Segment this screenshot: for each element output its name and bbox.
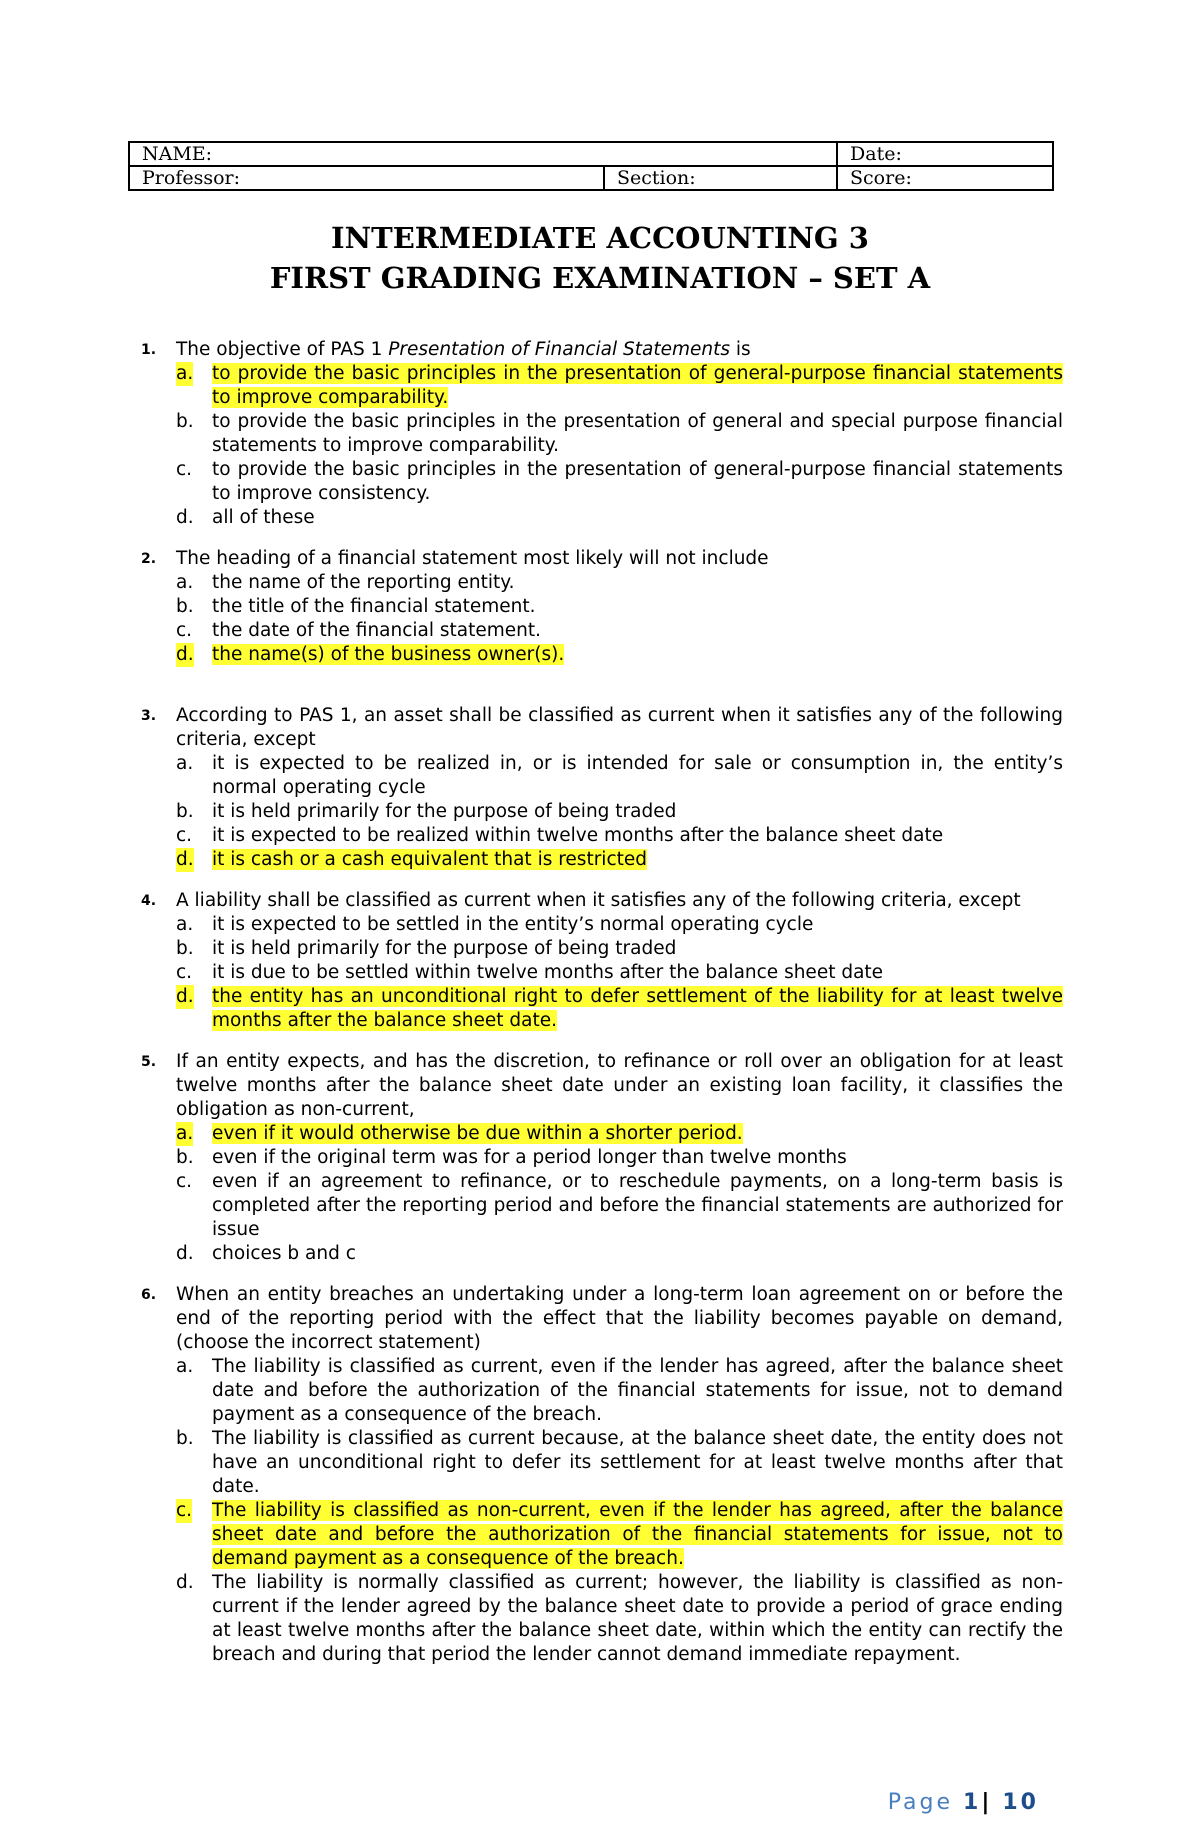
question-item [141, 338, 1063, 530]
answer-option[interactable] [176, 961, 1063, 985]
option-letter: a. [176, 363, 194, 384]
option-text: even if the original term was for a period longer than twelve months [212, 1147, 847, 1168]
answer-option[interactable] [176, 595, 1063, 619]
option-text: to provide the basic principles in the presentation of general-purpose financial statements to improve comparability. [212, 363, 1063, 408]
date-label: Date: [850, 143, 902, 165]
option-letter: b. [176, 1147, 194, 1168]
question-stem: If an entity expects, and has the discretion, to refinance or roll over an obligation for at least twelve months after the balance sheet date under an existing loan facility, it classifies the obligation as non-current, [176, 1051, 1063, 1120]
option-letter: a. [176, 753, 194, 774]
option-text: it is held primarily for the purpose of being traded [212, 801, 677, 822]
answer-option[interactable] [176, 1122, 1063, 1146]
student-info-table [128, 141, 1054, 191]
question-item [141, 1050, 1063, 1266]
option-letter: c. [176, 825, 193, 846]
option-text: it is expected to be realized in, or is intended for sale or consumption in, the entity’s normal operating cycle [212, 753, 1063, 798]
option-text: the title of the financial statement. [212, 596, 536, 617]
score-field[interactable] [837, 166, 1053, 190]
option-letter: b. [176, 1428, 194, 1449]
question-item [141, 889, 1063, 1033]
question-stem [176, 338, 1063, 362]
current-page-number: 1 [963, 1790, 982, 1815]
option-text: it is expected to be settled in the entity’s normal operating cycle [212, 914, 814, 935]
question-item [141, 704, 1063, 872]
page-separator: | [981, 1790, 993, 1815]
option-letter: a. [176, 914, 194, 935]
question-number: 1. [141, 342, 157, 358]
option-letter: d. [176, 507, 194, 528]
option-text: the date of the financial statement. [212, 620, 542, 641]
option-letter: a. [176, 1356, 194, 1377]
answer-option[interactable] [176, 752, 1063, 800]
page-word: Page [887, 1790, 954, 1815]
question-stem: According to PAS 1, an asset shall be classified as current when it satisfies any of the following criteria, except [176, 705, 1063, 750]
question-item [141, 1283, 1063, 1667]
answer-option[interactable] [176, 506, 1063, 530]
option-text: it is due to be settled within twelve months after the balance sheet date [212, 962, 884, 983]
answer-option[interactable] [176, 643, 1063, 667]
option-letter: d. [176, 849, 194, 870]
option-text: The liability is normally classified as current; however, the liability is classified as non-current if the lender agreed by the balance sheet date to provide a period of grace ending at least twelve months after the balance sheet date, within which the entity can rectify the breach and during that period the lender cannot demand immediate repayment. [212, 1572, 1063, 1665]
answer-option[interactable] [176, 937, 1063, 961]
option-letter: c. [176, 1171, 193, 1192]
question-number: 4. [141, 893, 157, 909]
option-letter: d. [176, 644, 194, 665]
question-number: 2. [141, 551, 157, 567]
question-number: 5. [141, 1054, 157, 1070]
option-letter: d. [176, 1243, 194, 1264]
option-letter: c. [176, 620, 193, 641]
option-text: the entity has an unconditional right to defer settlement of the liability for at least twelve months after the balance sheet date. [212, 986, 1063, 1031]
answer-option[interactable] [176, 1242, 1063, 1266]
exam-title [0, 218, 1200, 298]
total-pages: 10 [1002, 1790, 1039, 1815]
option-text: the name(s) of the business owner(s). [212, 644, 565, 665]
option-letter: b. [176, 801, 194, 822]
answer-option[interactable] [176, 571, 1063, 595]
question-item [141, 547, 1063, 667]
answer-option[interactable] [176, 1170, 1063, 1242]
question-stem: A liability shall be classified as current when it satisfies any of the following criteria, except [176, 890, 1021, 911]
option-letter: b. [176, 596, 194, 617]
answer-option[interactable] [176, 1146, 1063, 1170]
option-letter: c. [176, 962, 193, 983]
question-number: 3. [141, 708, 157, 724]
answer-option[interactable] [176, 1355, 1063, 1427]
option-text: The liability is classified as non-current, even if the lender has agreed, after the balance sheet date and before the authorization of the financial statements for issue, not to demand payment as a consequence of the breach. [212, 1500, 1063, 1569]
score-label: Score: [850, 167, 912, 189]
option-text: it is expected to be realized within twelve months after the balance sheet date [212, 825, 944, 846]
option-text: it is cash or a cash equivalent that is restricted [212, 849, 647, 870]
option-text: to provide the basic principles in the presentation of general-purpose financial statements to improve consistency. [212, 459, 1063, 504]
question-number: 6. [141, 1287, 157, 1303]
date-field[interactable] [837, 142, 1053, 166]
option-text: all of these [212, 507, 315, 528]
answer-option[interactable] [176, 824, 1063, 848]
question-stem: The heading of a financial statement most likely will not include [176, 548, 769, 569]
option-text: choices b and c [212, 1243, 356, 1264]
answer-option[interactable] [176, 619, 1063, 643]
option-text: the name of the reporting entity. [212, 572, 515, 593]
option-text: The liability is classified as current, even if the lender has agreed, after the balance sheet date and before the authorization of the financial statements for issue, not to demand payment as a consequence of the breach. [212, 1356, 1063, 1425]
section-label: Section: [617, 167, 696, 189]
option-letter: d. [176, 1572, 194, 1593]
option-text: even if it would otherwise be due within a shorter period. [212, 1123, 743, 1144]
question-stem-text: The objective of PAS 1 [176, 339, 389, 360]
answer-option[interactable] [176, 985, 1063, 1033]
answer-option[interactable] [176, 800, 1063, 824]
option-letter: b. [176, 411, 194, 432]
question-stem-text: is [730, 339, 751, 360]
page-footer [888, 1790, 1039, 1815]
answer-option[interactable] [176, 1571, 1063, 1667]
standard-title: Presentation of Financial Statements [388, 339, 731, 360]
option-letter: a. [176, 572, 194, 593]
answer-option[interactable] [176, 362, 1063, 410]
section-field[interactable] [604, 166, 837, 190]
question-list [141, 338, 1063, 1667]
option-letter: c. [176, 1500, 193, 1521]
answer-option[interactable] [176, 913, 1063, 937]
option-text: even if an agreement to refinance, or to reschedule payments, on a long-term basis is completed after the reporting period and before the financial statements are authorized for issue [212, 1171, 1063, 1240]
option-letter: b. [176, 938, 194, 959]
option-text: to provide the basic principles in the presentation of general and special purpose financial statements to improve comparability. [212, 411, 1063, 456]
professor-field[interactable] [129, 166, 604, 190]
option-letter: d. [176, 986, 194, 1007]
option-letter: c. [176, 459, 193, 480]
question-stem: When an entity breaches an undertaking under a long-term loan agreement on or before the end of the reporting period with the effect that the liability becomes payable on demand, (choose the incorrect statement) [176, 1284, 1063, 1353]
option-letter: a. [176, 1123, 194, 1144]
name-field[interactable] [129, 142, 837, 166]
option-text: it is held primarily for the purpose of being traded [212, 938, 677, 959]
option-text: The liability is classified as current because, at the balance sheet date, the entity does not have an unconditional right to defer its settlement for at least twelve months after that date. [212, 1428, 1063, 1497]
answer-option[interactable] [176, 458, 1063, 506]
answer-option[interactable] [176, 1427, 1063, 1499]
answer-option[interactable] [176, 1499, 1063, 1571]
answer-option[interactable] [176, 410, 1063, 458]
course-title: INTERMEDIATE ACCOUNTING 3 [331, 221, 869, 255]
exam-subtitle: FIRST GRADING EXAMINATION – SET A [269, 261, 931, 295]
answer-option[interactable] [176, 848, 1063, 872]
professor-label: Professor: [142, 167, 241, 189]
name-label: NAME: [142, 143, 213, 165]
